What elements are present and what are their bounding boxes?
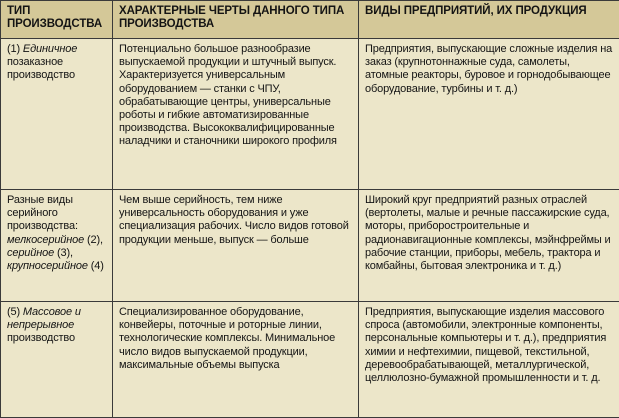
- header-production-type: ТИП ПРОИЗВОДСТВА: [1, 1, 113, 39]
- cell-production-type: [1, 190, 113, 302]
- cell-features: [113, 190, 359, 302]
- table-row: [1, 39, 619, 190]
- features-text: Чем выше серийность, тем ниже универсальность оборудования и уже специализация рабочих. Число видов готовой продукции меньше, выпуск — больше: [119, 194, 352, 247]
- cell-enterprises: [359, 190, 619, 302]
- type-small-num: (2),: [84, 234, 103, 246]
- type-name-rest: позаказное производство: [7, 56, 75, 81]
- type-name-italic: Единичное: [23, 43, 77, 55]
- cell-production-type: [1, 39, 113, 190]
- production-type-text: [7, 306, 106, 346]
- table-row: [1, 190, 619, 302]
- type-name-italic: Массовое и непрерывное: [7, 306, 81, 331]
- table-header: [1, 1, 619, 39]
- enterprises-text: Предприятия, выпускающие сложные изделия на заказ (крупнотоннажные суда, самолеты, атомные реакторы, буровое и горнодобывающее оборудование, турбины и т. д.): [365, 43, 613, 96]
- cell-enterprises: [359, 302, 619, 418]
- table-body: [1, 39, 619, 418]
- enterprises-text: Предприятия, выпускающие изделия массового спроса (автомобили, электронные компоненты, персональные компьютеры и т. д.), предприятия химии и нефтехимии, пищевой, текстильной, деревообрабатывающей, металлургической, целлюлозно-бумажной промышленности и т. д.: [365, 306, 613, 385]
- cell-features: [113, 39, 359, 190]
- production-type-text: [7, 43, 106, 83]
- type-large-num: (4): [88, 260, 104, 272]
- table-row: [1, 302, 619, 418]
- type-mid-num: (3),: [54, 247, 73, 259]
- type-prefix: (5): [7, 306, 23, 318]
- features-text: Специализированное оборудование, конвейеры, поточные и роторные линии, технологические комплексы. Минимальное число видов выпускаемой продукции, максимальные объемы выпуска: [119, 306, 352, 372]
- type-small-italic: мелкосерийное: [7, 234, 84, 246]
- header-enterprises: ВИДЫ ПРЕДПРИЯТИЙ, ИХ ПРОДУКЦИЯ: [359, 1, 619, 39]
- production-type-text: [7, 194, 106, 273]
- cell-features: [113, 302, 359, 418]
- cell-production-type: [1, 302, 113, 418]
- type-prefix: (1): [7, 43, 23, 55]
- header-features: ХАРАКТЕРНЫЕ ЧЕРТЫ ДАННОГО ТИПА ПРОИЗВОДСТВА: [113, 1, 359, 39]
- type-large-italic: крупносерийное: [7, 260, 88, 272]
- cell-enterprises: [359, 39, 619, 190]
- type-name-rest: производство: [7, 332, 75, 344]
- type-intro: Разные виды серийного производства:: [7, 194, 78, 232]
- type-mid-italic: серийное: [7, 247, 54, 259]
- features-text: Потенциально большое разнообразие выпускаемой продукции и штучный выпуск. Характеризуется универсальным оборудованием — станки с ЧПУ, обрабатывающие центры, универсальные роботы и гибкие автоматизированные производства. Высококвалифицированные наладчики и станочники широкого профиля: [119, 43, 352, 149]
- enterprises-text: Широкий круг предприятий разных отраслей (вертолеты, малые и речные пассажирские суда, моторы, приборостроительные и радионавигационные комплексы, мэйнфреймы и рабочие станции, приборы, мебель, трактора и комбайны, бытовая электроника и т. д.): [365, 194, 613, 273]
- header-row: [1, 1, 619, 39]
